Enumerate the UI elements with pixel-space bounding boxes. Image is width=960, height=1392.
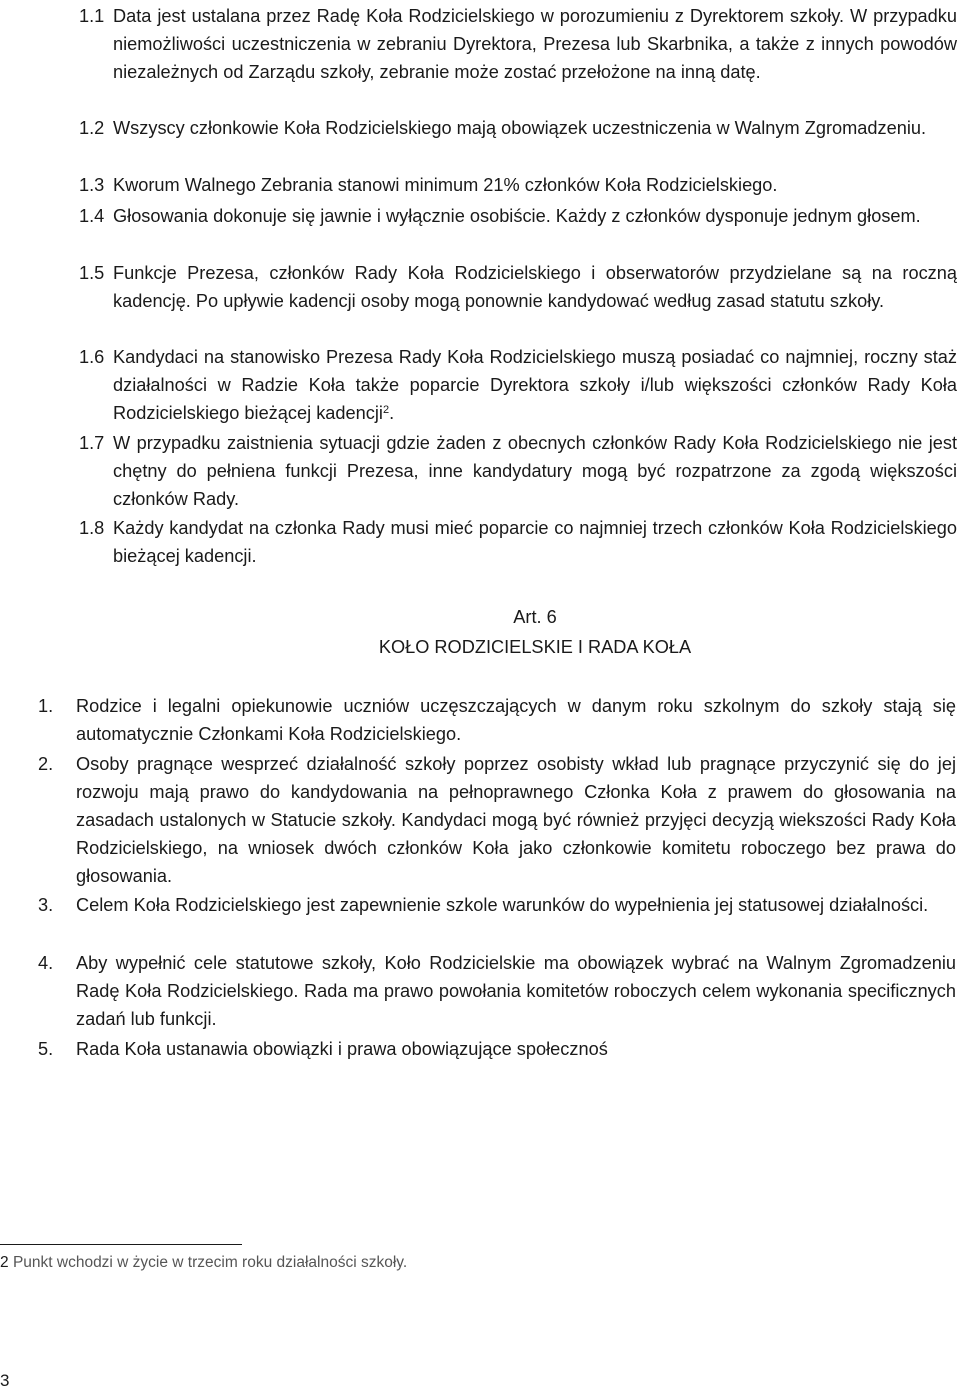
- section-number: 1.5: [79, 263, 105, 283]
- section-text: Każdy kandydat na członka Rady musi mieć poparcie co najmniej trzech członków Koła Rodzicielskiego bieżącej kadencji.: [113, 518, 957, 566]
- list-item: [38, 891, 956, 919]
- section-text: Wszyscy członkowie Koła Rodzicielskiego mają obowiązek uczestniczenia w Walnym Zgromadzeniu.: [113, 118, 927, 138]
- section-text-block: [113, 343, 957, 427]
- section-number: 1.7: [79, 433, 105, 453]
- section-1-2: [79, 114, 957, 142]
- item-text: Osoby pragnące wesprzeć działalność szkoły poprzez osobisty wkład lub pragnące przyczynić się do jej rozwoju mają prawo do kandydowania na pełnoprawnego Członka Koła z prawem do głosowania na zasadach ustalonych w Statucie szkoły. Kandydaci mogą być również przyjęci decyzją wiekszości Rady Koła Rodzicielskiego, na wniosek dwóch członków Koła jako członkowie komitetu roboczego bez prawa do głosowania.: [76, 754, 956, 886]
- list-item: [38, 692, 956, 748]
- item-text: Celem Koła Rodzicielskiego jest zapewnienie szkole warunków do wypełnienia jej statusowej działalności.: [76, 895, 929, 915]
- section-number: 1.2: [79, 118, 105, 138]
- section-1-4: [79, 202, 957, 230]
- item-text: Aby wypełnić cele statutowe szkoły, Koło Rodzicielskie ma obowiązek wybrać na Walnym Zgromadzeniu Radę Koła Rodzicielskiego. Rada ma prawo powołania komitetów roboczych celem wykonania specificznych zadań lub funkcji.: [76, 953, 956, 1029]
- list-item: [38, 1035, 956, 1063]
- item-number: 1.: [38, 696, 54, 716]
- section-number: 1.3: [79, 175, 105, 195]
- footnote-text: Punkt wchodzi w życie w trzecim roku działalności szkoły.: [12, 1254, 408, 1271]
- list-item: [38, 750, 956, 890]
- footnote-separator: [0, 1244, 242, 1245]
- list-item: [38, 949, 956, 1033]
- section-text-end: .: [389, 403, 395, 423]
- section-number: 1.8: [79, 518, 105, 538]
- section-number: 1.1: [79, 6, 105, 26]
- item-number: 4.: [38, 953, 54, 973]
- item-text: Rada Koła ustanawia obowiązki i prawa obowiązujące społecznoś: [76, 1039, 608, 1059]
- section-text: Data jest ustalana przez Radę Koła Rodzicielskiego w porozumieniu z Dyrektorem szkoły. W przypadku niemożliwości uczestniczenia w zebraniu Dyrektora, Prezesa lub Skarbnika, a także z innych powodów niezależnych od Zarządu szkoły, zebranie może zostać przełożone na inną datę.: [113, 6, 957, 82]
- footnote-reference[interactable]: 2: [382, 404, 390, 416]
- section-1-3: [79, 171, 957, 199]
- item-text: Rodzice i legalni opiekunowie uczniów uczęszczających w danym roku szkolnym do szkoły stają się automatycznie Członkami Koła Rodzicielskiego.: [76, 696, 956, 744]
- item-number: 3.: [38, 895, 54, 915]
- item-number: 2.: [38, 754, 54, 774]
- section-text: Głosowania dokonuje się jawnie i wyłącznie osobiście. Każdy z członków dysponuje jednym głosem.: [113, 206, 921, 226]
- section-1-5: [79, 259, 957, 315]
- article-number: Art. 6: [513, 607, 557, 627]
- section-text: Kworum Walnego Zebrania stanowi minimum 21% członków Koła Rodzicielskiego.: [113, 175, 778, 195]
- page-number: 3: [0, 1371, 10, 1390]
- section-text: W przypadku zaistnienia sytuacji gdzie żaden z obecnych członków Rady Koła Rodzicielskiego nie jest chętny do pełniena funkcji Prezesa, inne kandydatury mogą być rozpatrzone za zgodą większości członków Rady.: [113, 433, 957, 509]
- footnote-number: 2: [0, 1254, 9, 1271]
- section-1-8: [79, 514, 957, 570]
- section-1-1: [79, 2, 957, 86]
- section-text: Kandydaci na stanowisko Prezesa Rady Koła Rodzicielskiego muszą posiadać co najmniej, roczny staż działalności w Radzie Koła także poparcie Dyrektora szkoły i/lub większości członków Rady Koła Rodzicielskiego bieżącej kadencji: [113, 347, 957, 423]
- section-1-7: [79, 429, 957, 513]
- article-title: KOŁO RODZICIELSKIE I RADA KOŁA: [378, 637, 692, 657]
- section-1-6: [79, 343, 957, 427]
- section-number: 1.6: [79, 347, 105, 367]
- section-text: Funkcje Prezesa, członków Rady Koła Rodzicielskiego i obserwatorów przydzielane są na roczną kadencję. Po upływie kadencji osoby mogą ponownie kandydować według zasad statutu szkoły.: [113, 263, 957, 311]
- item-number: 5.: [38, 1039, 54, 1059]
- section-number: 1.4: [79, 206, 105, 226]
- footnote: [0, 1252, 407, 1274]
